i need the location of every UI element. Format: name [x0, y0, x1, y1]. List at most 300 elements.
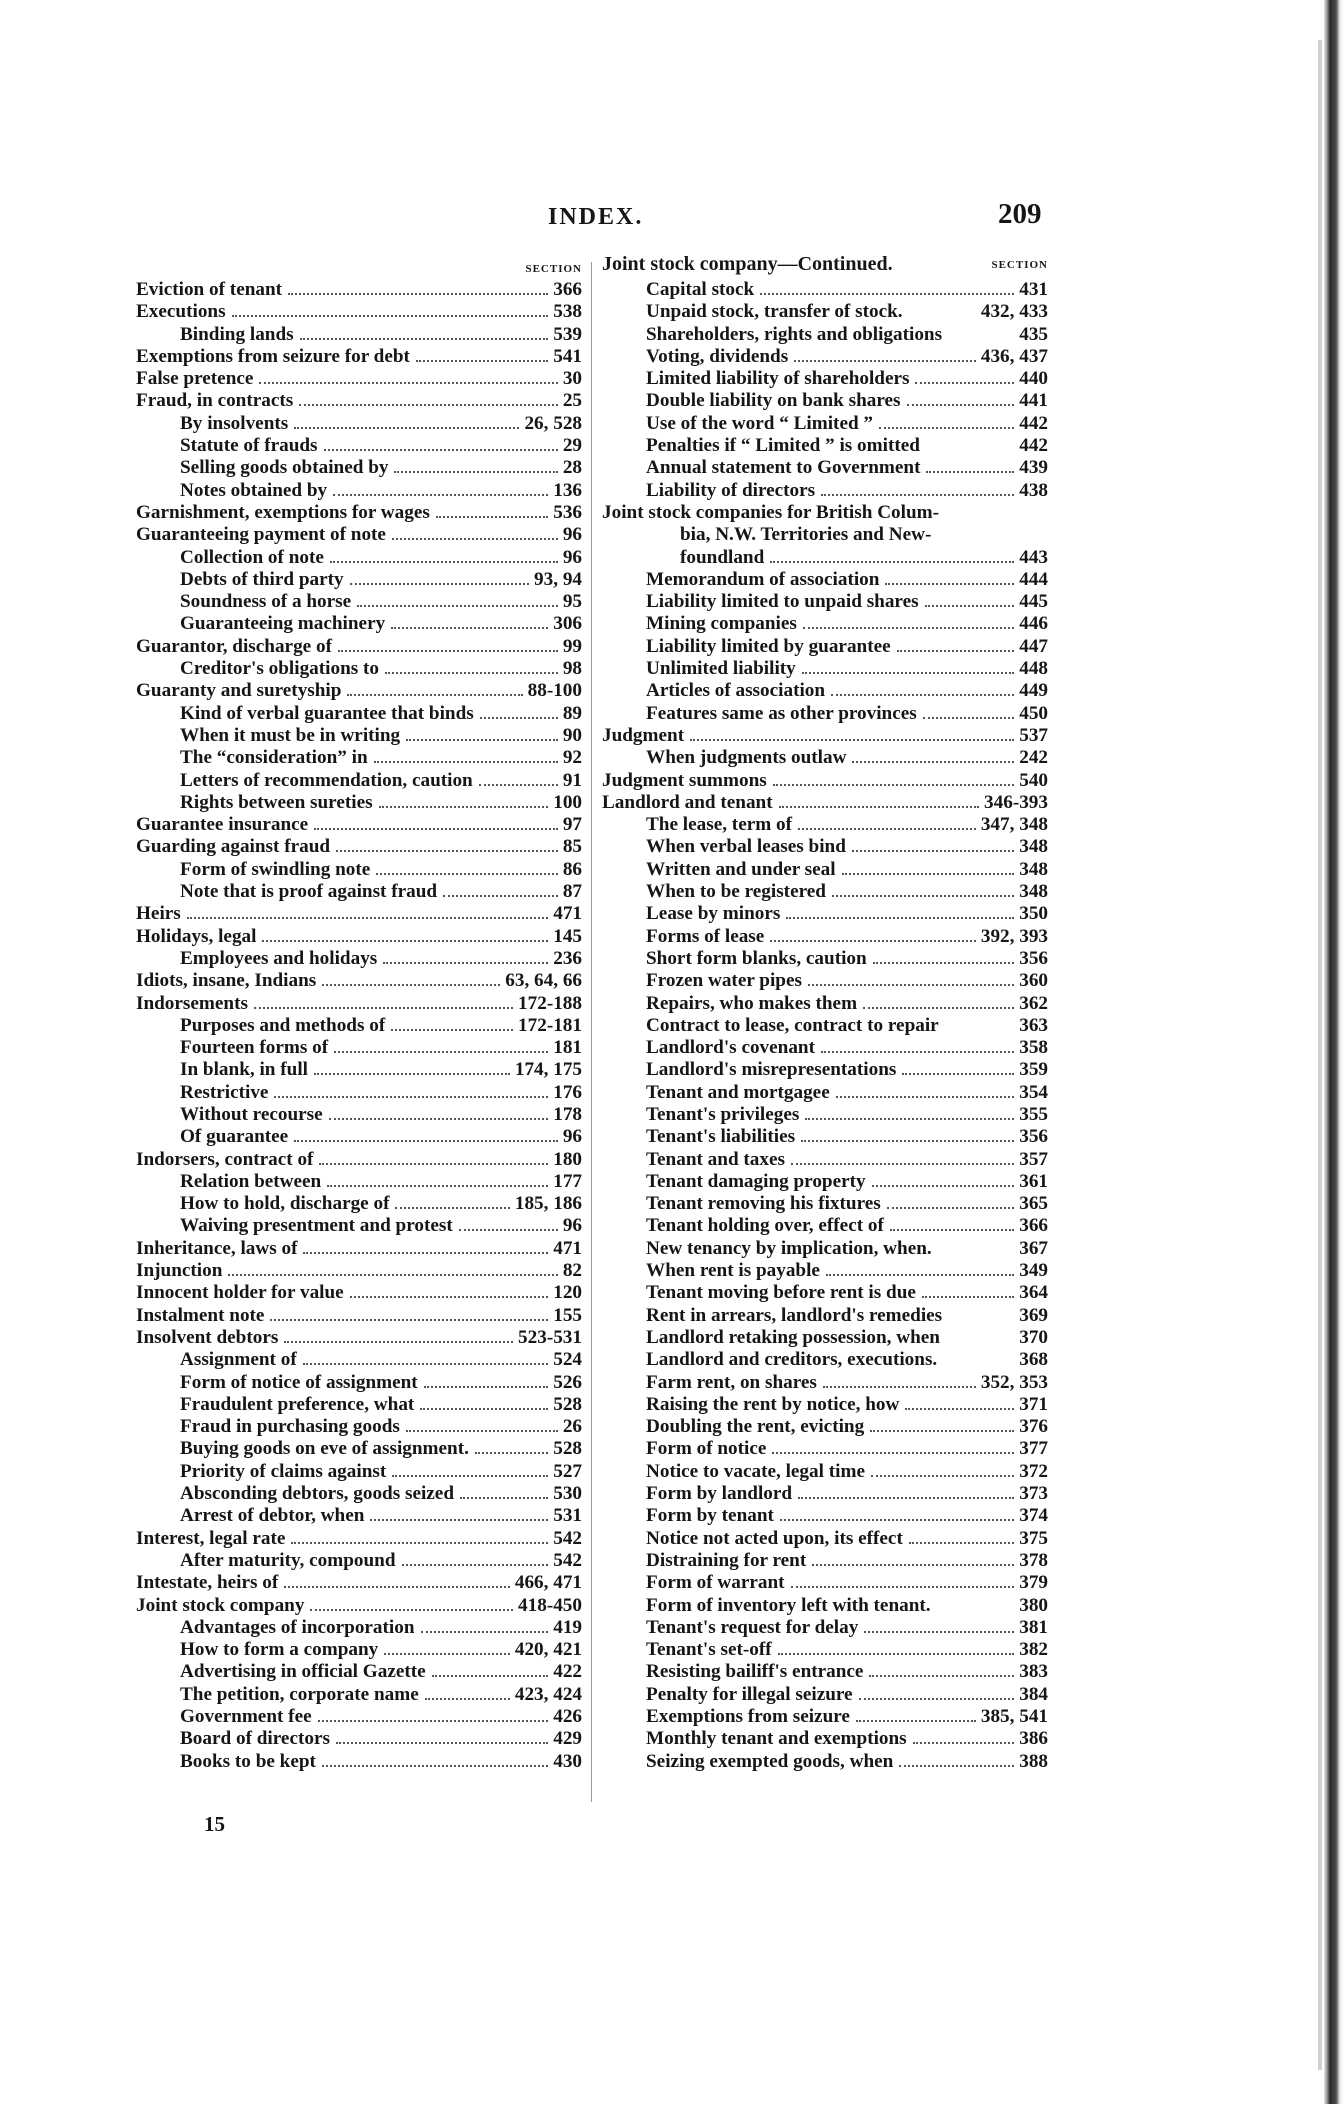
entry-text: Advertising in official Gazette: [180, 1661, 426, 1683]
section-reference: 542: [553, 1549, 582, 1571]
index-entry: [602, 1149, 1048, 1171]
dot-leader: [826, 1274, 1014, 1276]
entry-text: Tenant's request for delay: [646, 1616, 859, 1638]
dot-leader: [791, 1163, 1014, 1165]
section-reference: 242: [1019, 747, 1048, 769]
entry-text: Without recourse: [180, 1103, 323, 1125]
index-entry: [136, 1728, 582, 1750]
dot-leader: [443, 895, 558, 897]
index-entry: [136, 1260, 582, 1282]
dot-leader: [871, 1475, 1014, 1477]
entry-text: Articles of association: [646, 680, 826, 702]
section-reference: 375: [1019, 1527, 1048, 1549]
entry-text: Form by landlord: [646, 1483, 793, 1505]
section-reference: 88-100: [527, 680, 582, 702]
entry-text: Tenant's liabilities: [646, 1126, 796, 1148]
index-entry: [602, 1104, 1048, 1126]
section-reference: 392, 393: [980, 925, 1048, 947]
entry-text: Executions: [136, 301, 226, 323]
entry-text: Monthly tenant and exemptions: [646, 1728, 907, 1750]
entry-text: When rent is payable: [646, 1260, 820, 1282]
section-reference: 359: [1019, 1059, 1048, 1081]
page-number: 209: [998, 198, 1042, 230]
dot-leader: [334, 1051, 548, 1053]
entry-text: Liability limited to unpaid shares: [646, 591, 919, 613]
entry-text: Resisting bailiff's entrance: [646, 1661, 864, 1683]
entry-text: The lease, term of: [646, 814, 792, 836]
entry-text: Tenant and mortgagee: [646, 1081, 830, 1103]
index-entry: [136, 1639, 582, 1661]
section-reference: 541: [553, 345, 582, 367]
section-reference: 349: [1019, 1260, 1048, 1282]
section-reference: 26, 528: [524, 412, 582, 434]
section-reference: 380: [1019, 1594, 1048, 1616]
entry-text: Government fee: [180, 1706, 312, 1727]
entry-text: Tenant damaging property: [646, 1170, 866, 1192]
entry-text: Interest, legal rate: [136, 1527, 286, 1549]
section-reference: 384: [1019, 1683, 1048, 1705]
index-entry: [602, 881, 1048, 903]
index-entry: [602, 1305, 1048, 1327]
section-reference: 524: [553, 1349, 582, 1371]
entry-text: Forms of lease: [646, 925, 765, 947]
entry-text: Binding lands: [180, 323, 294, 345]
index-entry: [602, 413, 1048, 435]
entry-text: Liability limited by guarantee: [646, 635, 891, 657]
dot-leader: [760, 293, 1014, 295]
entry-text: foundland: [680, 546, 765, 568]
entry-text: Tenant holding over, effect of: [646, 1215, 884, 1237]
index-entry: [602, 836, 1048, 858]
entry-text: Guarantor, discharge of: [136, 635, 332, 657]
index-entry: [602, 770, 1048, 792]
entry-text: Insolvent debtors: [136, 1326, 279, 1348]
section-reference: 367: [1019, 1237, 1048, 1259]
index-entry: [136, 792, 582, 814]
dot-leader: [798, 828, 976, 830]
index-entry: [136, 747, 582, 769]
index-entry: [602, 814, 1048, 836]
section-reference: 176: [553, 1081, 582, 1103]
section-reference: 93, 94: [534, 568, 582, 590]
index-entry: [136, 1751, 582, 1773]
section-reference: 438: [1019, 479, 1048, 501]
dot-leader: [327, 1185, 548, 1187]
dot-leader: [394, 471, 557, 473]
section-reference: 388: [1019, 1750, 1048, 1772]
index-entry: [136, 1126, 582, 1148]
entry-text: Voting, dividends: [646, 345, 789, 367]
index-entry: [136, 1661, 582, 1683]
index-entry: [602, 1082, 1048, 1104]
section-reference: 25: [562, 390, 582, 412]
section-reference: 136: [553, 479, 582, 501]
dot-leader: [333, 494, 548, 496]
index-entry: [136, 1550, 582, 1572]
entry-text: Soundness of a horse: [180, 591, 352, 613]
section-reference: 97: [562, 814, 582, 836]
dot-leader: [915, 382, 1014, 384]
dot-leader: [318, 1720, 549, 1722]
entry-text: The “consideration” in: [180, 747, 368, 769]
index-entry: [136, 1104, 582, 1126]
dot-leader: [436, 516, 548, 518]
dot-leader: [406, 739, 558, 741]
dot-leader: [336, 1742, 548, 1744]
index-entry: [136, 1416, 582, 1438]
index-entry: [136, 1572, 582, 1594]
entry-text: Guaranteeing machinery: [180, 613, 386, 635]
index-entry: [136, 1505, 582, 1527]
entry-text: Rights between sureties: [180, 791, 373, 813]
index-entry: [602, 636, 1048, 658]
section-reference: 530: [553, 1483, 582, 1505]
entry-text: Purposes and methods of: [180, 1014, 386, 1036]
entry-text: New tenancy by implication, when.: [646, 1237, 932, 1259]
dot-leader: [779, 806, 979, 808]
section-reference: 96: [562, 546, 582, 568]
dot-leader: [803, 627, 1014, 629]
entry-text: Features same as other provinces: [646, 702, 917, 724]
entry-text: Employees and holidays: [180, 947, 378, 969]
entry-text: Restrictive: [180, 1081, 269, 1103]
section-reference: 172-188: [518, 992, 582, 1014]
dot-leader: [791, 1586, 1015, 1588]
dot-leader: [902, 1073, 1014, 1075]
dot-leader: [384, 1653, 510, 1655]
dot-leader: [864, 1631, 1014, 1633]
dot-leader: [905, 1408, 1014, 1410]
index-entry: [602, 1416, 1048, 1438]
dot-leader: [821, 494, 1014, 496]
entry-text: Indorsers, contract of: [136, 1148, 314, 1170]
dot-leader: [288, 293, 548, 295]
entry-text: Guarantee insurance: [136, 814, 309, 836]
section-reference: 355: [1019, 1103, 1048, 1125]
section-reference: 172-181: [518, 1014, 582, 1036]
dot-leader: [770, 940, 976, 942]
entry-text: How to form a company: [180, 1639, 379, 1661]
entry-text: By insolvents: [180, 412, 289, 434]
index-entry: [136, 1438, 582, 1460]
section-reference: 442: [1019, 435, 1048, 457]
section-reference: 100: [553, 791, 582, 813]
index-entry: [136, 859, 582, 881]
dot-leader: [284, 1341, 513, 1343]
dot-leader: [773, 784, 1014, 786]
section-reference: 363: [1019, 1014, 1048, 1036]
entry-text: Tenant removing his fixtures: [646, 1193, 881, 1215]
dot-leader: [421, 1631, 549, 1633]
index-entry: [602, 1661, 1048, 1683]
index-entry: [136, 1483, 582, 1505]
section-column-label: SECTION: [991, 259, 1048, 271]
index-entry: [602, 1171, 1048, 1193]
dot-leader: [402, 1564, 549, 1566]
section-reference: 178: [553, 1103, 582, 1125]
entry-text: Landlord retaking possession, when: [646, 1326, 940, 1348]
section-reference: 352, 353: [980, 1371, 1048, 1393]
entry-text: In blank, in full: [180, 1059, 308, 1081]
entry-text: Mining companies: [646, 613, 797, 635]
index-entry: [602, 1617, 1048, 1639]
section-reference: 357: [1019, 1148, 1048, 1170]
dot-leader: [926, 471, 1014, 473]
index-entry: [136, 591, 582, 613]
section-reference: 528: [553, 1438, 582, 1460]
index-entry: [136, 903, 582, 925]
dot-leader: [798, 1497, 1014, 1499]
section-reference: 540: [1019, 769, 1048, 791]
entry-text: Idiots, insane, Indians: [136, 970, 317, 992]
section-reference: 439: [1019, 457, 1048, 479]
entry-text: Collection of note: [180, 546, 324, 568]
index-entry: [602, 1438, 1048, 1460]
section-reference: 89: [562, 702, 582, 724]
dot-leader: [873, 962, 1015, 964]
index-entry: [602, 524, 1048, 546]
index-entry: [602, 703, 1048, 725]
section-reference: 526: [553, 1371, 582, 1393]
section-reference: 376: [1019, 1416, 1048, 1438]
dot-leader: [262, 940, 548, 942]
index-entry: [136, 524, 582, 546]
dot-leader: [425, 1698, 510, 1700]
entry-text: Indorsements: [136, 992, 248, 1014]
index-entry: [602, 1238, 1048, 1260]
section-reference: 471: [553, 1237, 582, 1259]
section-reference: 441: [1019, 390, 1048, 412]
index-entry: [602, 1461, 1048, 1483]
entry-text: Priority of claims against: [180, 1460, 387, 1482]
entry-text: The petition, corporate name: [180, 1683, 419, 1705]
index-entry: [602, 1483, 1048, 1505]
index-entry: [602, 1059, 1048, 1081]
dot-leader: [475, 1452, 548, 1454]
entry-text: Guaranty and suretyship: [136, 680, 342, 702]
index-entry: [136, 636, 582, 658]
dot-leader: [254, 1007, 513, 1009]
section-reference: 360: [1019, 970, 1048, 992]
dot-leader: [324, 449, 558, 451]
index-entry: [136, 1015, 582, 1037]
entry-text: When verbal leases bind: [646, 836, 846, 858]
index-entry: [602, 279, 1048, 301]
dot-leader: [424, 1386, 549, 1388]
index-entry: [602, 680, 1048, 702]
dot-leader: [374, 761, 558, 763]
index-entry: [602, 1193, 1048, 1215]
dot-leader: [310, 1609, 513, 1611]
section-reference: 431: [1019, 279, 1048, 300]
dot-leader: [812, 1564, 1014, 1566]
index-entry: [136, 390, 582, 412]
dot-leader: [416, 360, 548, 362]
dot-leader: [329, 1118, 549, 1120]
section-reference: 174, 175: [514, 1059, 582, 1081]
section-reference: 442: [1019, 412, 1048, 434]
entry-text: False pretence: [136, 368, 254, 390]
index-entry: [136, 680, 582, 702]
dot-leader: [330, 561, 558, 563]
dot-leader: [228, 1274, 557, 1276]
dot-leader: [801, 1140, 1014, 1142]
dot-leader: [383, 962, 548, 964]
dot-leader: [392, 538, 558, 540]
index-entry: [602, 457, 1048, 479]
dot-leader: [913, 1742, 1015, 1744]
index-entry: [136, 658, 582, 680]
entry-text: Lease by minors: [646, 903, 781, 925]
entry-text: Joint stock company: [136, 1594, 305, 1616]
section-reference: 443: [1019, 546, 1048, 568]
index-entry: [602, 1572, 1048, 1594]
entry-text: Waiving presentment and protest: [180, 1215, 453, 1237]
dot-leader: [852, 850, 1014, 852]
section-reference: 348: [1019, 881, 1048, 903]
entry-text: Innocent holder for value: [136, 1282, 344, 1304]
index-entry: [136, 1595, 582, 1617]
section-reference: 447: [1019, 635, 1048, 657]
index-entry: [136, 970, 582, 992]
index-column-left: [136, 253, 582, 1773]
section-reference: 26: [562, 1416, 582, 1438]
index-entry: [602, 1595, 1048, 1617]
index-entry: [602, 1505, 1048, 1527]
dot-leader: [870, 1430, 1014, 1432]
entry-text: Use of the word “ Limited ”: [646, 412, 874, 434]
section-reference: 383: [1019, 1661, 1048, 1683]
dot-leader: [284, 1586, 510, 1588]
section-reference: 426: [553, 1706, 582, 1727]
index-entry: [136, 435, 582, 457]
section-reference: 420, 421: [514, 1639, 582, 1661]
entry-text: Exemptions from seizure for debt: [136, 345, 410, 367]
entry-text: Judgment summons: [602, 769, 767, 791]
section-reference: 436, 437: [980, 345, 1048, 367]
dot-leader: [370, 1519, 548, 1521]
index-entry: [136, 1282, 582, 1304]
index-entry: [136, 1193, 582, 1215]
section-column-label: SECTION: [525, 263, 582, 275]
section-reference: 440: [1019, 368, 1048, 390]
entry-text: Doubling the rent, evicting: [646, 1416, 865, 1438]
section-reference: 306: [553, 613, 582, 635]
page-edge-shadow: [1318, 40, 1322, 2070]
entry-text: Absconding debtors, goods seized: [180, 1483, 454, 1505]
section-reference: 537: [1019, 724, 1048, 746]
index-entry: [602, 1550, 1048, 1572]
entry-text: Landlord and tenant: [602, 791, 773, 813]
entry-text: After maturity, compound: [180, 1549, 396, 1571]
dot-leader: [350, 583, 529, 585]
entry-text: Limited liability of shareholders: [646, 368, 910, 390]
index-entry: [136, 1327, 582, 1349]
index-column-right: [602, 253, 1048, 1773]
section-reference: 422: [553, 1661, 582, 1683]
entry-text: Form of notice: [646, 1438, 767, 1460]
entry-text: Form of notice of assignment: [180, 1371, 418, 1393]
section-reference: 374: [1019, 1505, 1048, 1527]
entry-text: Tenant and taxes: [646, 1148, 785, 1170]
dot-leader: [772, 1452, 1014, 1454]
dot-leader: [778, 1653, 1015, 1655]
dot-leader: [294, 427, 519, 429]
index-entry: [602, 725, 1048, 747]
index-entry: [136, 926, 582, 948]
dot-leader: [391, 1029, 513, 1031]
index-entry: [602, 480, 1048, 502]
index-entry: [602, 613, 1048, 635]
section-reference: 373: [1019, 1483, 1048, 1505]
entry-text: Instalment note: [136, 1304, 265, 1326]
dot-leader: [347, 694, 522, 696]
entry-text: Raising the rent by notice, how: [646, 1393, 900, 1415]
section-reference: 356: [1019, 947, 1048, 969]
dot-leader: [872, 1185, 1015, 1187]
entry-text: Landlord and creditors, executions.: [646, 1349, 938, 1371]
entry-text: Note that is proof against fraud: [180, 881, 438, 903]
section-reference: 85: [562, 836, 582, 858]
dot-leader: [780, 1519, 1014, 1521]
section-reference: 96: [562, 524, 582, 546]
entry-text: Shareholders, rights and obligations: [646, 323, 943, 345]
index-entry: [602, 1349, 1048, 1371]
dot-leader: [899, 1765, 1014, 1767]
entry-text: Books to be kept: [180, 1750, 316, 1772]
dot-leader: [805, 1118, 1014, 1120]
index-entry: [136, 993, 582, 1015]
index-entry: [136, 1037, 582, 1059]
dot-leader: [909, 1542, 1014, 1544]
entry-text: Seizing exempted goods, when: [646, 1750, 894, 1772]
index-entry: [136, 1305, 582, 1327]
entry-text: Tenant's set-off: [646, 1639, 772, 1661]
entry-text: Joint stock companies for British Colum-: [602, 501, 940, 523]
index-entry: [602, 390, 1048, 412]
entry-text: Advantages of incorporation: [180, 1616, 415, 1638]
dot-leader: [300, 338, 549, 340]
entry-text: Capital stock: [646, 279, 755, 300]
section-reference: 382: [1019, 1639, 1048, 1661]
index-entry: [136, 368, 582, 390]
section-reference: 91: [562, 769, 582, 791]
entry-text: Judgment: [602, 724, 685, 746]
entry-text: Letters of recommendation, caution: [180, 769, 473, 791]
entry-text: Garnishment, exemptions for wages: [136, 501, 430, 523]
column-header-row: [602, 253, 1048, 279]
section-reference: 365: [1019, 1193, 1048, 1215]
dot-leader: [885, 583, 1014, 585]
entry-text: Kind of verbal guarantee that binds: [180, 702, 474, 724]
section-reference: 30: [562, 368, 582, 390]
section-reference: 372: [1019, 1460, 1048, 1482]
section-reference: 523-531: [518, 1326, 582, 1348]
dot-leader: [303, 1363, 548, 1365]
section-reference: 92: [562, 747, 582, 769]
index-entry: [136, 1461, 582, 1483]
index-entry: [602, 1684, 1048, 1706]
dot-leader: [859, 1698, 1015, 1700]
section-reference: 377: [1019, 1438, 1048, 1460]
entry-text: Fraud, in contracts: [136, 390, 294, 412]
dot-leader: [187, 917, 548, 919]
index-entry: [136, 480, 582, 502]
index-entry: [136, 1394, 582, 1416]
section-reference: 358: [1019, 1037, 1048, 1059]
entry-text: Inheritance, laws of: [136, 1237, 298, 1259]
entry-text: Board of directors: [180, 1728, 330, 1750]
